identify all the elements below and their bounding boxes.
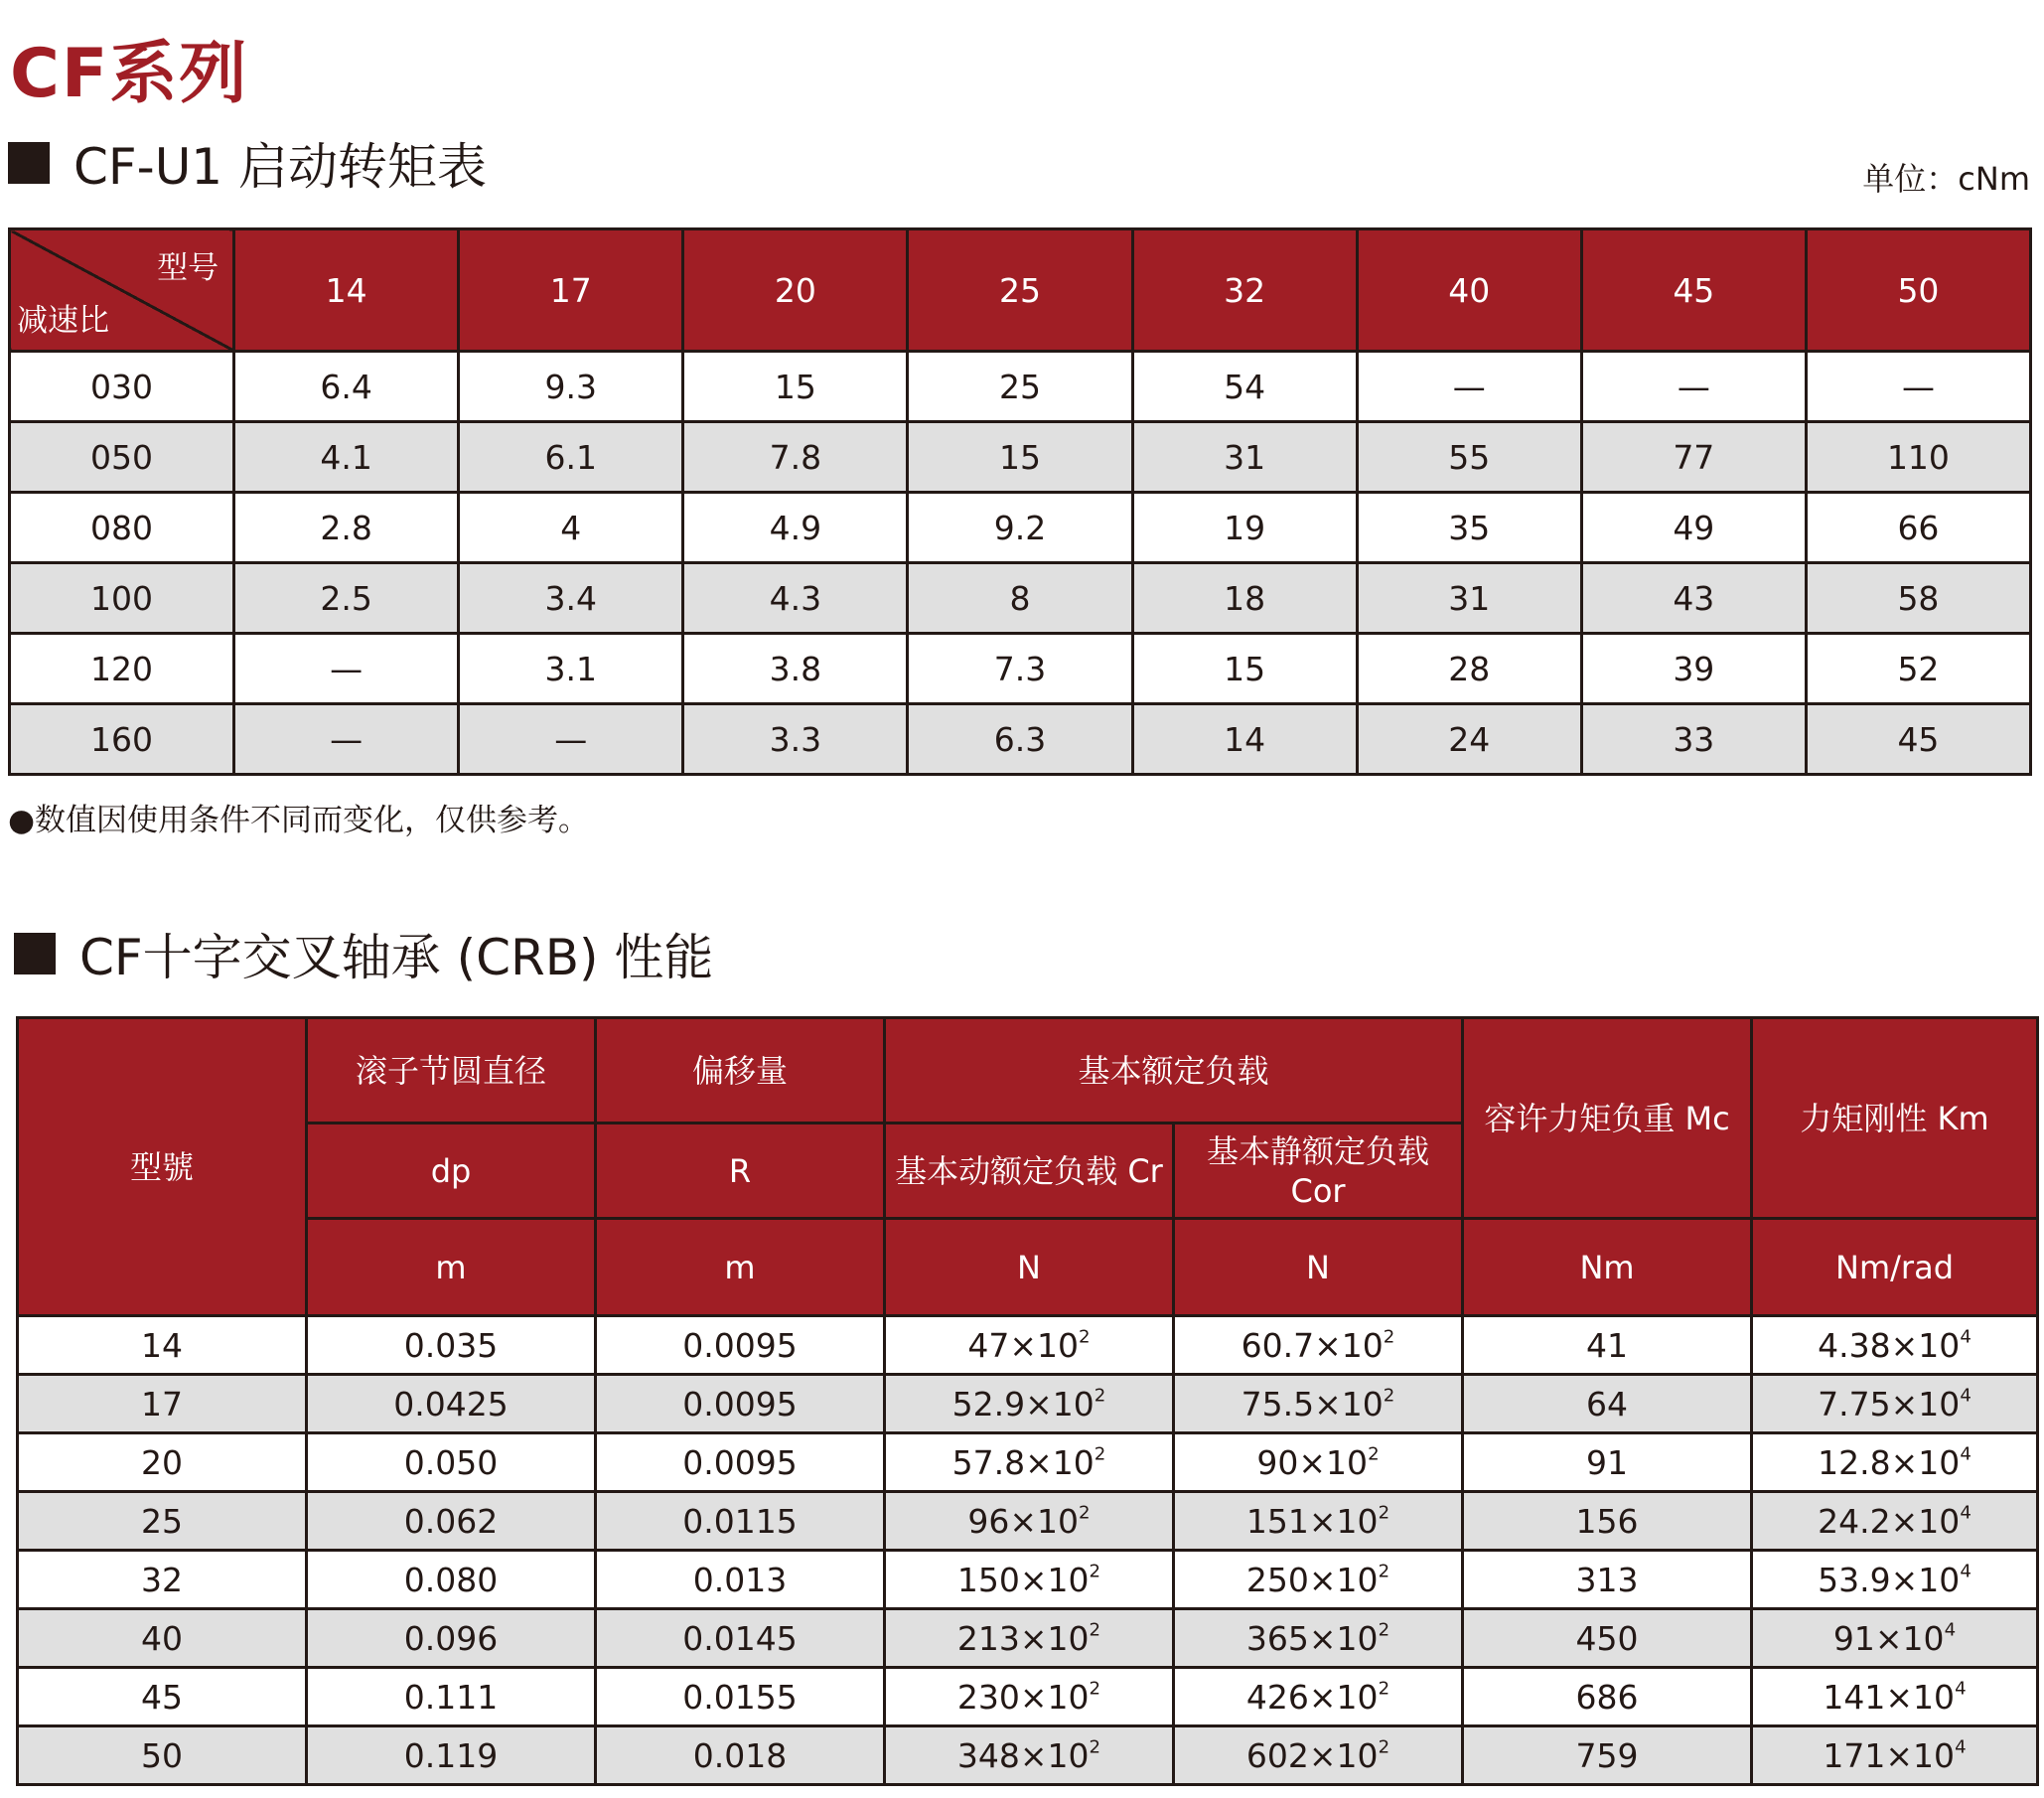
torque-value-cell: 15: [908, 422, 1132, 493]
torque-value-cell: 15: [683, 352, 908, 422]
stiffness-cell: [1752, 1492, 2038, 1551]
dp-cell: 0.096: [307, 1609, 596, 1668]
torque-value-cell: 7.3: [908, 634, 1132, 704]
unit-cell: Nm/rad: [1752, 1219, 2038, 1316]
times-sign: ×10: [1890, 1560, 1961, 1599]
stiffness-cell-mantissa: 12.8: [1818, 1442, 1891, 1482]
offset-cell: 0.018: [596, 1726, 885, 1785]
dynamic-load-cell-mantissa: 57.8: [951, 1442, 1026, 1482]
torque-value-cell: 6.4: [234, 352, 459, 422]
model-cell: 45: [18, 1668, 307, 1726]
static-load-cell: [1174, 1668, 1463, 1726]
model-header-cell: 50: [1806, 229, 2030, 352]
header-pitch-diameter: 滚子节圆直径: [307, 1018, 596, 1124]
times-sign: ×10: [1890, 1442, 1961, 1482]
torque-section-title-text: CF-U1 启动转矩表: [73, 138, 488, 196]
torque-value-cell: 9.2: [908, 493, 1132, 563]
stiffness-cell: [1752, 1316, 2038, 1375]
stiffness-cell-exponent: 4: [1955, 1735, 1967, 1757]
torque-value-cell: —: [234, 634, 459, 704]
torque-value-cell: 3.3: [683, 704, 908, 775]
torque-value-cell: 3.4: [459, 563, 683, 634]
static-load-cell-mantissa: 60.7: [1241, 1325, 1315, 1365]
static-load-cell-exponent: 2: [1368, 1442, 1380, 1464]
model-cell: 40: [18, 1609, 307, 1668]
ratio-cell: 080: [10, 493, 234, 563]
static-load-cell: [1174, 1551, 1463, 1609]
stiffness-cell-mantissa: 53.9: [1818, 1560, 1891, 1599]
dynamic-load-cell: [885, 1609, 1174, 1668]
moment-cell: 64: [1463, 1375, 1752, 1433]
table-row: [10, 352, 2031, 422]
offset-cell: 0.0095: [596, 1375, 885, 1433]
torque-section-title: [8, 127, 487, 199]
dp-cell: 0.0425: [307, 1375, 596, 1433]
model-cell: 50: [18, 1726, 307, 1785]
header-dp: dp: [307, 1124, 596, 1219]
torque-value-cell: 7.8: [683, 422, 908, 493]
torque-table-body: [10, 352, 2031, 775]
static-load-cell-mantissa: 602: [1245, 1735, 1309, 1775]
times-sign: ×10: [1308, 1560, 1379, 1599]
torque-value-cell: 4: [459, 493, 683, 563]
crb-section-title: [14, 918, 713, 989]
table-row: [10, 634, 2031, 704]
torque-value-cell: 2.5: [234, 563, 459, 634]
torque-value-cell: 14: [1132, 704, 1357, 775]
table-row: [18, 1609, 2038, 1668]
moment-cell: 41: [1463, 1316, 1752, 1375]
model-header-cell: 14: [234, 229, 459, 352]
torque-value-cell: 8: [908, 563, 1132, 634]
stiffness-cell: [1752, 1375, 2038, 1433]
times-sign: ×10: [1298, 1442, 1369, 1482]
times-sign: ×10: [1874, 1618, 1945, 1658]
series-title: CF系列: [10, 35, 249, 113]
torque-value-cell: 19: [1132, 493, 1357, 563]
header-r: R: [596, 1124, 885, 1219]
table-row: [18, 1433, 2038, 1492]
times-sign: ×10: [1885, 1677, 1956, 1717]
dynamic-load-cell: [885, 1316, 1174, 1375]
static-load-cell: [1174, 1375, 1463, 1433]
unit-cell: m: [596, 1219, 885, 1316]
torque-value-cell: 45: [1806, 704, 2030, 775]
stiffness-cell-exponent: 4: [1960, 1560, 1971, 1581]
dp-cell: 0.119: [307, 1726, 596, 1785]
times-sign: ×10: [1308, 1677, 1379, 1717]
static-load-cell-exponent: 2: [1383, 1384, 1395, 1406]
times-sign: ×10: [1314, 1384, 1384, 1423]
dp-cell: 0.080: [307, 1551, 596, 1609]
dynamic-load-cell-exponent: 2: [1089, 1735, 1101, 1757]
torque-value-cell: 6.1: [459, 422, 683, 493]
dynamic-load-cell-mantissa: 150: [956, 1560, 1020, 1599]
moment-cell: 91: [1463, 1433, 1752, 1492]
model-header-cell: 20: [683, 229, 908, 352]
torque-value-cell: 58: [1806, 563, 2030, 634]
table-row: [10, 493, 2031, 563]
header-offset: 偏移量: [596, 1018, 885, 1124]
table-row: [18, 1375, 2038, 1433]
model-header-cell: 17: [459, 229, 683, 352]
stiffness-cell-exponent: 4: [1955, 1677, 1967, 1699]
stiffness-cell-exponent: 4: [1960, 1325, 1971, 1347]
offset-cell: 0.0115: [596, 1492, 885, 1551]
header-allowable-moment: 容许力矩负重 Mc: [1463, 1018, 1752, 1219]
torque-value-cell: 52: [1806, 634, 2030, 704]
dynamic-load-cell-mantissa: 213: [956, 1618, 1020, 1658]
offset-cell: 0.0155: [596, 1668, 885, 1726]
torque-value-cell: 2.8: [234, 493, 459, 563]
times-sign: ×10: [1314, 1325, 1384, 1365]
ratio-cell: 120: [10, 634, 234, 704]
table-row: [18, 1492, 2038, 1551]
static-load-cell: [1174, 1316, 1463, 1375]
static-load-cell-exponent: 2: [1378, 1501, 1390, 1523]
torque-value-cell: 28: [1357, 634, 1581, 704]
torque-value-cell: 24: [1357, 704, 1581, 775]
header-model: 型號: [18, 1018, 307, 1316]
dynamic-load-cell-exponent: 2: [1089, 1677, 1101, 1699]
static-load-cell-exponent: 2: [1383, 1325, 1395, 1347]
static-load-cell-mantissa: 75.5: [1241, 1384, 1315, 1423]
model-header-cell: 45: [1581, 229, 1806, 352]
torque-value-cell: 25: [908, 352, 1132, 422]
static-load-cell-exponent: 2: [1378, 1560, 1390, 1581]
stiffness-cell: [1752, 1668, 2038, 1726]
torque-value-cell: 110: [1806, 422, 2030, 493]
dynamic-load-cell-mantissa: 348: [956, 1735, 1020, 1775]
dynamic-load-cell-mantissa: 96: [967, 1501, 1010, 1541]
offset-cell: 0.0095: [596, 1433, 885, 1492]
unit-cell: Nm: [1463, 1219, 1752, 1316]
ratio-cell: 100: [10, 563, 234, 634]
table-header-row: [10, 229, 2031, 352]
stiffness-cell-mantissa: 171: [1823, 1735, 1886, 1775]
times-sign: ×10: [1890, 1501, 1961, 1541]
stiffness-cell-mantissa: 4.38: [1818, 1325, 1891, 1365]
model-cell: 17: [18, 1375, 307, 1433]
square-bullet-icon: [14, 933, 56, 974]
dynamic-load-cell: [885, 1492, 1174, 1551]
times-sign: ×10: [1890, 1325, 1961, 1365]
dynamic-load-cell-exponent: 2: [1094, 1384, 1106, 1406]
moment-cell: 156: [1463, 1492, 1752, 1551]
dynamic-load-cell: [885, 1726, 1174, 1785]
dynamic-load-cell-exponent: 2: [1089, 1618, 1101, 1640]
crb-section-title-text: CF十字交叉轴承 (CRB) 性能: [79, 929, 714, 986]
unit-cell: N: [885, 1219, 1174, 1316]
table-row: [10, 422, 2031, 493]
torque-value-cell: 6.3: [908, 704, 1132, 775]
torque-value-cell: 3.8: [683, 634, 908, 704]
times-sign: ×10: [1308, 1618, 1379, 1658]
static-load-cell: [1174, 1609, 1463, 1668]
torque-value-cell: —: [1581, 352, 1806, 422]
starting-torque-table: [8, 227, 2032, 776]
torque-value-cell: —: [1806, 352, 2030, 422]
offset-cell: 0.013: [596, 1551, 885, 1609]
torque-value-cell: 39: [1581, 634, 1806, 704]
header-unit-row: [18, 1219, 2038, 1316]
dp-cell: 0.050: [307, 1433, 596, 1492]
torque-value-cell: 4.1: [234, 422, 459, 493]
moment-cell: 313: [1463, 1551, 1752, 1609]
corner-header-model: 型号: [157, 250, 219, 286]
static-load-cell: [1174, 1433, 1463, 1492]
torque-value-cell: —: [459, 704, 683, 775]
times-sign: ×10: [1890, 1384, 1961, 1423]
stiffness-cell: [1752, 1609, 2038, 1668]
header-row: [18, 1018, 2038, 1124]
static-load-cell-exponent: 2: [1378, 1677, 1390, 1699]
torque-value-cell: 43: [1581, 563, 1806, 634]
torque-value-cell: 9.3: [459, 352, 683, 422]
times-sign: ×10: [1009, 1501, 1080, 1541]
unit-label: 单位：cNm: [1862, 160, 2030, 198]
torque-value-cell: 31: [1357, 563, 1581, 634]
unit-cell: m: [307, 1219, 596, 1316]
header-static-load-line2: Cor: [1290, 1171, 1346, 1210]
table-row: [18, 1316, 2038, 1375]
stiffness-cell-exponent: 4: [1960, 1442, 1971, 1464]
torque-value-cell: —: [1357, 352, 1581, 422]
torque-value-cell: 15: [1132, 634, 1357, 704]
dynamic-load-cell-exponent: 2: [1079, 1501, 1091, 1523]
stiffness-cell-mantissa: 24.2: [1818, 1501, 1891, 1541]
dynamic-load-cell: [885, 1433, 1174, 1492]
dynamic-load-cell: [885, 1668, 1174, 1726]
header-moment-stiffness: 力矩刚性 Km: [1752, 1018, 2038, 1219]
times-sign: ×10: [1019, 1677, 1090, 1717]
times-sign: ×10: [1308, 1735, 1379, 1775]
times-sign: ×10: [1019, 1560, 1090, 1599]
stiffness-cell-exponent: 4: [1960, 1501, 1971, 1523]
static-load-cell-mantissa: 426: [1245, 1677, 1309, 1717]
torque-value-cell: 49: [1581, 493, 1806, 563]
model-cell: 25: [18, 1492, 307, 1551]
stiffness-cell: [1752, 1551, 2038, 1609]
dynamic-load-cell-exponent: 2: [1089, 1560, 1101, 1581]
header-basic-rated-load: 基本额定负载: [885, 1018, 1463, 1124]
square-bullet-icon: [8, 142, 50, 184]
header-static-load-line1: 基本静额定负载: [1207, 1131, 1430, 1170]
header-dynamic-load: 基本动额定负载 Cr: [885, 1124, 1174, 1219]
crb-table-body: [18, 1316, 2038, 1785]
corner-header-ratio: 减速比: [17, 303, 109, 339]
ratio-cell: 160: [10, 704, 234, 775]
torque-value-cell: 4.3: [683, 563, 908, 634]
table-row: [18, 1726, 2038, 1785]
unit-cell: N: [1174, 1219, 1463, 1316]
offset-cell: 0.0095: [596, 1316, 885, 1375]
dp-cell: 0.111: [307, 1668, 596, 1726]
ratio-cell: 050: [10, 422, 234, 493]
dynamic-load-cell-exponent: 2: [1079, 1325, 1091, 1347]
stiffness-cell: [1752, 1726, 2038, 1785]
torque-value-cell: 54: [1132, 352, 1357, 422]
torque-value-cell: 35: [1357, 493, 1581, 563]
model-header-cell: 40: [1357, 229, 1581, 352]
torque-value-cell: 31: [1132, 422, 1357, 493]
static-load-cell-mantissa: 250: [1245, 1560, 1309, 1599]
torque-value-cell: 18: [1132, 563, 1357, 634]
corner-header-cell: [10, 229, 234, 352]
times-sign: ×10: [1019, 1735, 1090, 1775]
torque-value-cell: 66: [1806, 493, 2030, 563]
moment-cell: 759: [1463, 1726, 1752, 1785]
times-sign: ×10: [1009, 1325, 1080, 1365]
ratio-cell: 030: [10, 352, 234, 422]
moment-cell: 686: [1463, 1668, 1752, 1726]
times-sign: ×10: [1025, 1442, 1095, 1482]
dp-cell: 0.062: [307, 1492, 596, 1551]
static-load-cell-mantissa: 151: [1245, 1501, 1309, 1541]
static-load-cell-mantissa: 90: [1256, 1442, 1299, 1482]
static-load-cell: [1174, 1726, 1463, 1785]
dp-cell: 0.035: [307, 1316, 596, 1375]
times-sign: ×10: [1308, 1501, 1379, 1541]
times-sign: ×10: [1025, 1384, 1095, 1423]
static-load-cell-mantissa: 365: [1245, 1618, 1309, 1658]
torque-value-cell: 4.9: [683, 493, 908, 563]
offset-cell: 0.0145: [596, 1609, 885, 1668]
dynamic-load-cell-mantissa: 230: [956, 1677, 1020, 1717]
stiffness-cell-exponent: 4: [1960, 1384, 1971, 1406]
stiffness-cell-mantissa: 91: [1832, 1618, 1875, 1658]
crb-performance-table: [16, 1016, 2039, 1786]
dynamic-load-cell-mantissa: 47: [967, 1325, 1010, 1365]
model-cell: 20: [18, 1433, 307, 1492]
footnote: ●数值因使用条件不同而变化，仅供参考。: [8, 803, 590, 838]
moment-cell: 450: [1463, 1609, 1752, 1668]
times-sign: ×10: [1885, 1735, 1956, 1775]
model-header-cell: 32: [1132, 229, 1357, 352]
table-row: [10, 563, 2031, 634]
dynamic-load-cell: [885, 1375, 1174, 1433]
table-row: [18, 1551, 2038, 1609]
model-cell: 14: [18, 1316, 307, 1375]
static-load-cell-exponent: 2: [1378, 1735, 1390, 1757]
table-row: [10, 704, 2031, 775]
stiffness-cell-mantissa: 7.75: [1818, 1384, 1891, 1423]
static-load-cell-exponent: 2: [1378, 1618, 1390, 1640]
static-load-cell: [1174, 1492, 1463, 1551]
header-static-load: [1174, 1124, 1463, 1219]
model-cell: 32: [18, 1551, 307, 1609]
dynamic-load-cell: [885, 1551, 1174, 1609]
torque-value-cell: 33: [1581, 704, 1806, 775]
torque-value-cell: 55: [1357, 422, 1581, 493]
table-row: [18, 1668, 2038, 1726]
dynamic-load-cell-exponent: 2: [1094, 1442, 1106, 1464]
stiffness-cell: [1752, 1433, 2038, 1492]
torque-value-cell: 3.1: [459, 634, 683, 704]
dynamic-load-cell-mantissa: 52.9: [951, 1384, 1026, 1423]
stiffness-cell-mantissa: 141: [1823, 1677, 1886, 1717]
torque-value-cell: —: [234, 704, 459, 775]
times-sign: ×10: [1019, 1618, 1090, 1658]
stiffness-cell-exponent: 4: [1944, 1618, 1957, 1640]
torque-value-cell: 77: [1581, 422, 1806, 493]
model-header-cell: 25: [908, 229, 1132, 352]
